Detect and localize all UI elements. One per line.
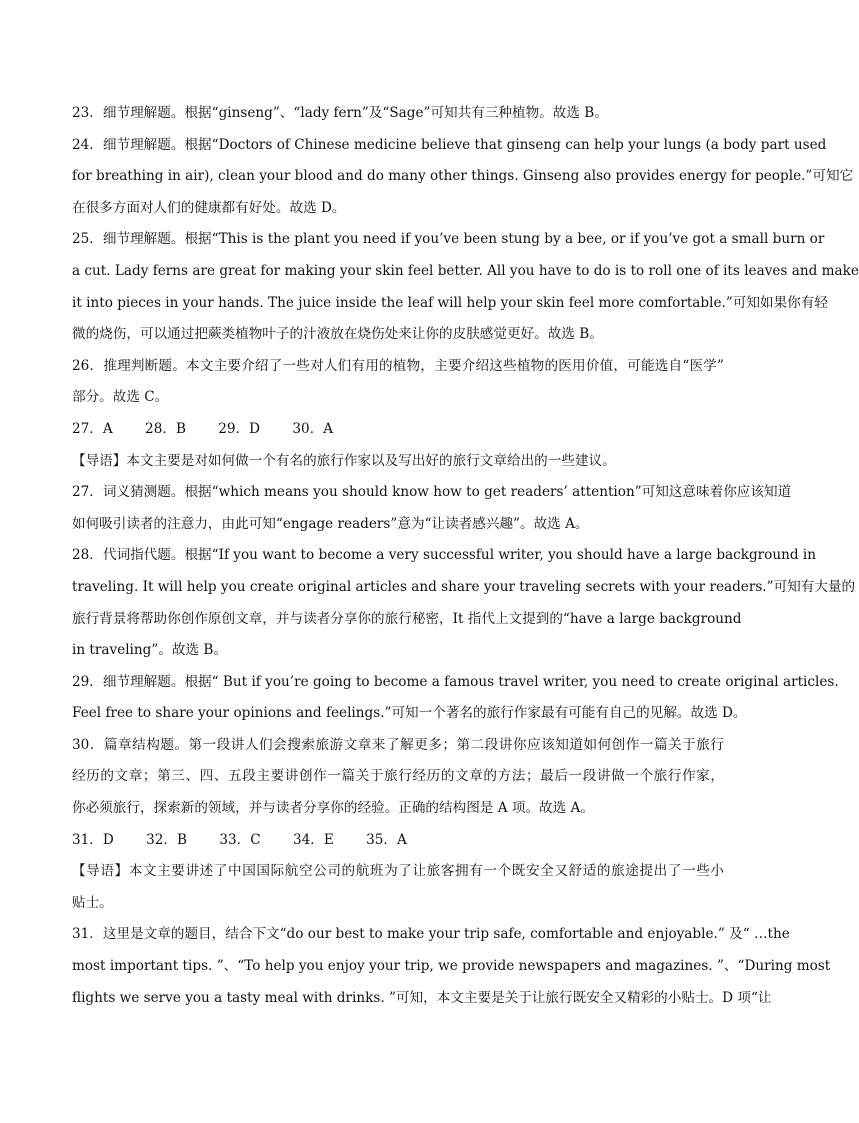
text-line: most important tips. ”、“To help you enjoy your trip, we provide newspapers and magazines. ”、“During most	[72, 958, 831, 975]
answer-key-item: 35．A	[366, 831, 407, 848]
text-line: 在很多方面对人们的健康都有好处。故选 D。	[72, 199, 346, 216]
text-line: 28．代词指代题。根据“If you want to become a very successful writer, you should have a large background in	[72, 547, 816, 564]
explanation-q29	[72, 667, 839, 730]
explanation-q23	[72, 98, 724, 130]
text-line: 27．词义猜测题。根据“which means you should know how to get readers’ attention”可知这意味着你应该知道	[72, 484, 792, 501]
explanation-q28	[72, 540, 856, 666]
text-line: 贴士。	[72, 894, 113, 911]
explanation-q27	[72, 477, 792, 540]
explanation-q31	[72, 919, 831, 1014]
answer-key-item: 31．D	[72, 831, 114, 848]
text-line: 旅行背景将帮助你创作原创文章，并与读者分享你的旅行秘密，It 指代上文提到的“have a large background	[72, 610, 742, 627]
answer-key-item: 32．B	[146, 831, 188, 848]
answer-key-item: 28．B	[145, 420, 186, 437]
text-line: flights we serve you a tasty meal with drinks. ”可知，本文主要是关于让旅行既安全又精彩的小贴士。D 项“让	[72, 989, 772, 1006]
answer-key-item: 33．C	[219, 831, 261, 848]
text-line: it into pieces in your hands. The juice inside the leaf will help your skin feel more comfortable.”可知如果你有轻	[72, 294, 828, 311]
text-line: 30．篇章结构题。第一段讲人们会搜索旅游文章来了解更多；第二段讲你应该知道如何创作一篇关于旅行	[72, 736, 724, 753]
text-line: 31．这里是文章的题目，结合下文“do our best to make your trip safe, comfortable and enjoyable.” 及“ …the	[72, 926, 790, 943]
text-line: Feel free to share your opinions and feelings.”可知一个著名的旅行作家最有可能有自己的见解。故选 D。	[72, 705, 747, 722]
explanation-q30	[72, 730, 724, 825]
answer-explanations	[72, 98, 859, 1014]
text-line: 25．细节理解题。根据“This is the plant you need if you’ve been stung by a bee, or if you’ve got a small burn or	[72, 231, 825, 248]
text-line: in traveling”。故选 B。	[72, 642, 228, 659]
text-line: 24．细节理解题。根据“Doctors of Chinese medicine believe that ginseng can help your lungs (a body part used	[72, 136, 827, 153]
guide-passage-3	[72, 856, 724, 919]
answer-key-item: 27．A	[72, 420, 113, 437]
guide-text: 本文主要是对如何做一个有名的旅行作家以及写出好的旅行文章给出的一些建议。	[126, 452, 616, 469]
text-line: 微的烧伤，可以通过把蕨类植物叶子的汁液放在烧伤处来让你的皮肤感觉更好。故选 B。	[72, 326, 603, 343]
text-line: 部分。故选 C。	[72, 389, 169, 406]
answer-key-item: 29．D	[218, 420, 261, 437]
text-line	[72, 856, 724, 888]
guide-tag: 【导语】	[72, 863, 129, 880]
answer-key-item: 34．E	[292, 831, 334, 848]
answer-key-31-35	[72, 825, 724, 857]
text-line: traveling. It will help you create original articles and share your traveling secrets with your readers.”可知有大量的	[72, 578, 856, 595]
answer-key-item: 30．A	[292, 420, 334, 437]
guide-tag: 【导语】	[72, 452, 127, 469]
text-line: 23．细节理解题。根据“ginseng”、“lady fern”及“Sage”可知共有三种植物。故选 B。	[72, 105, 608, 121]
explanation-q24	[72, 130, 854, 225]
text-line: for breathing in air), clean your blood and do many other things. Ginseng also provides energy for people.”可知它	[72, 168, 854, 185]
guide-text: 本文主要讲述了中国国际航空公司的航班为了让旅客拥有一个既安全又舒适的旅途提出了一些小	[128, 863, 724, 880]
text-line: 如何吸引读者的注意力，由此可知“engage readers”意为“让读者感兴趣”。故选 A。	[72, 515, 589, 532]
text-line	[72, 446, 724, 478]
text-line: 26．推理判断题。本文主要介绍了一些对人们有用的植物，主要介绍这些植物的医用价值，可能选自“医学”	[72, 357, 724, 374]
explanation-q26	[72, 351, 724, 414]
text-line: 你必须旅行，探索新的领域，并与读者分享你的经验。正确的结构图是 A 项。故选 A。	[72, 800, 594, 817]
text-line: 经历的文章；第三、四、五段主要讲创作一篇关于旅行经历的文章的方法；最后一段讲做一个旅行作家，	[72, 768, 724, 785]
answer-key-27-30	[72, 414, 724, 446]
guide-passage-2	[72, 446, 724, 478]
text-line: 29．细节理解题。根据“ But if you’re going to become a famous travel writer, you need to create original articles.	[72, 673, 839, 690]
explanation-q25	[72, 224, 859, 350]
text-line: a cut. Lady ferns are great for making your skin feel better. All you have to do is to roll one of its leaves and make	[72, 262, 859, 279]
